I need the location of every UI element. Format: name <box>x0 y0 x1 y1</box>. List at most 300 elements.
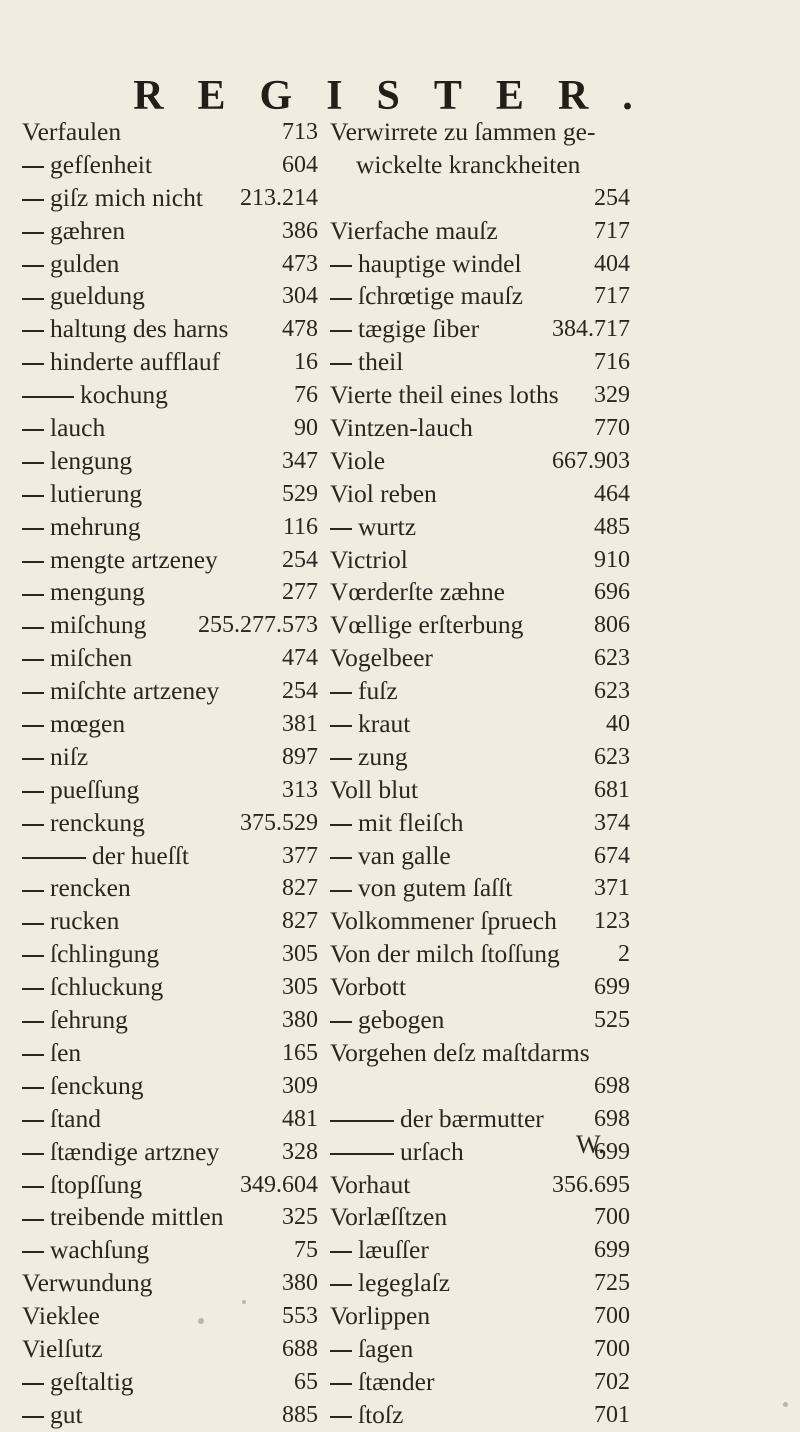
entry-page-number: 371 <box>594 875 630 902</box>
entry-term-text: Vœllige erſterbung <box>330 610 524 640</box>
index-entry <box>330 609 630 642</box>
index-entry <box>330 149 630 182</box>
ditto-dash <box>22 232 44 234</box>
ditto-dash <box>22 692 44 694</box>
index-entry <box>330 1366 630 1399</box>
entry-term <box>330 741 408 774</box>
index-entry <box>330 379 630 412</box>
index-entry <box>330 445 630 478</box>
index-entry <box>330 938 630 971</box>
entry-term-text: Vierfache mauſz <box>330 215 498 245</box>
entry-term-text: der hueſſt <box>92 840 190 870</box>
ditto-dash <box>22 1416 44 1418</box>
entry-term <box>22 445 132 478</box>
entry-term-text: Vieklee <box>22 1301 100 1331</box>
entry-page-number: 380 <box>282 1007 318 1034</box>
entry-page-number: 76 <box>294 382 318 409</box>
ditto-dash <box>330 1120 394 1122</box>
ditto-dash <box>22 923 44 925</box>
entry-term <box>22 1267 152 1300</box>
entry-term-text: Vintzen-lauch <box>330 413 473 443</box>
entry-term-text: hauptige windel <box>358 248 522 278</box>
index-entry <box>330 1037 630 1070</box>
entry-term-text: Vœrderſte zæhne <box>330 577 505 607</box>
ditto-dash <box>22 988 44 990</box>
index-entry <box>330 840 630 873</box>
entry-page-number: 254 <box>594 184 630 211</box>
entry-term-text: ſagen <box>358 1333 414 1363</box>
entry-term <box>22 1136 219 1169</box>
index-entry <box>330 1169 630 1202</box>
entry-term-text: miſchen <box>50 643 133 673</box>
entry-term-text: rencken <box>50 873 131 903</box>
entry-page-number: 700 <box>594 1335 630 1362</box>
entry-term-text: theil <box>358 347 404 377</box>
entry-term-text: gueldung <box>50 281 145 311</box>
entry-page-number: 681 <box>594 776 630 803</box>
entry-term <box>330 1234 429 1267</box>
index-entry <box>22 248 318 281</box>
index-entry <box>22 642 318 675</box>
entry-term-text: Viol reben <box>330 478 437 508</box>
entry-term-text: lengung <box>50 445 133 475</box>
index-entry <box>22 1037 318 1070</box>
entry-page-number: 474 <box>282 645 318 672</box>
entry-term <box>22 872 131 905</box>
index-entry <box>22 1136 318 1169</box>
index-entry <box>22 149 318 182</box>
entry-term-text: Vierte theil eines loths <box>330 380 559 410</box>
ditto-dash <box>330 725 352 727</box>
ditto-dash <box>330 1383 352 1385</box>
entry-term <box>330 445 385 478</box>
index-entry <box>330 1267 630 1300</box>
ditto-dash <box>22 1054 44 1056</box>
entry-page-number: 699 <box>594 1138 630 1165</box>
entry-term-text: lauch <box>50 413 106 443</box>
entry-term <box>330 1399 403 1432</box>
entry-term-text: Vorhaut <box>330 1169 411 1199</box>
entry-term <box>22 1234 149 1267</box>
entry-term <box>22 1103 101 1136</box>
ditto-dash <box>22 659 44 661</box>
entry-term-text: Victriol <box>330 544 408 574</box>
index-entry <box>330 1004 630 1037</box>
index-entry <box>22 1234 318 1267</box>
ditto-dash <box>330 298 352 300</box>
entry-page-number: 696 <box>594 579 630 606</box>
index-entry <box>330 412 630 445</box>
entry-term <box>330 938 560 971</box>
entry-term-text: renckung <box>50 807 145 837</box>
entry-page-number: 529 <box>282 480 318 507</box>
ditto-dash <box>22 857 86 859</box>
ditto-dash <box>22 166 44 168</box>
index-entry <box>22 609 318 642</box>
entry-term-text: tægige ſiber <box>358 314 480 344</box>
entry-term-text: haltung des harns <box>50 314 229 344</box>
ditto-dash <box>330 758 352 760</box>
entry-page-number: 553 <box>282 1303 318 1330</box>
index-entry <box>22 280 318 313</box>
entry-term <box>22 313 228 346</box>
entry-term <box>22 576 145 609</box>
entry-term-text: ſtopſſung <box>50 1169 143 1199</box>
entry-term <box>330 379 559 412</box>
entry-term <box>330 971 406 1004</box>
left-column <box>22 116 318 1432</box>
entry-page-number: 375.529 <box>240 809 318 836</box>
entry-page-number: 716 <box>594 349 630 376</box>
entry-term-text: Vielſutz <box>22 1333 103 1363</box>
entry-term <box>22 840 189 873</box>
entry-term <box>330 215 498 248</box>
entry-term-text: lutierung <box>50 478 143 508</box>
index-entry <box>330 642 630 675</box>
entry-term-text: miſchte artzeney <box>50 676 220 706</box>
entry-term <box>330 1366 435 1399</box>
entry-term <box>22 642 132 675</box>
entry-term-text: rucken <box>50 906 120 936</box>
entry-term-text: Vorlippen <box>330 1301 431 1331</box>
entry-page-number: 674 <box>594 842 630 869</box>
entry-term <box>22 412 105 445</box>
ditto-dash <box>22 1219 44 1221</box>
index-entry <box>22 445 318 478</box>
entry-page-number: 384.717 <box>552 316 630 343</box>
entry-page-number: 525 <box>594 1007 630 1034</box>
index-entry <box>330 248 630 281</box>
ditto-dash <box>22 627 44 629</box>
entry-page-number: 75 <box>294 1237 318 1264</box>
entry-term-text: gefſenheit <box>50 149 152 179</box>
entry-page-number: 313 <box>282 776 318 803</box>
entry-page-number: 910 <box>594 546 630 573</box>
index-entry <box>330 774 630 807</box>
index-entry <box>330 576 630 609</box>
entry-page-number: 717 <box>594 217 630 244</box>
entry-page-number: 473 <box>282 250 318 277</box>
index-entry <box>22 478 318 511</box>
ditto-dash <box>330 1416 352 1418</box>
index-entry <box>330 1333 630 1366</box>
entry-term <box>330 248 522 281</box>
entry-term-text: ſtand <box>50 1103 101 1133</box>
ditto-dash <box>22 528 44 530</box>
entry-term <box>22 1004 128 1037</box>
entry-term-text: wickelte kranckheiten <box>356 149 581 179</box>
index-entry <box>22 1004 318 1037</box>
index-entry <box>22 1201 318 1234</box>
entry-page-number: 377 <box>282 842 318 869</box>
entry-term <box>22 1399 83 1432</box>
entry-term <box>330 872 512 905</box>
entry-term <box>330 412 473 445</box>
entry-term-text: treibende mittlen <box>50 1202 224 1232</box>
ditto-dash <box>22 791 44 793</box>
entry-term <box>22 544 218 577</box>
ditto-dash <box>22 1087 44 1089</box>
entry-page-number: 623 <box>594 645 630 672</box>
ditto-dash <box>22 396 74 398</box>
entry-term-text: urſach <box>400 1136 464 1166</box>
ditto-dash <box>22 429 44 431</box>
entry-term <box>330 1333 413 1366</box>
entry-term <box>22 774 139 807</box>
entry-page-number: 725 <box>594 1270 630 1297</box>
ditto-dash <box>22 1021 44 1023</box>
entry-term <box>22 938 159 971</box>
entry-term <box>22 215 125 248</box>
entry-term-text: ſtændige artzney <box>50 1136 220 1166</box>
ditto-dash <box>330 890 352 892</box>
entry-page-number: 404 <box>594 250 630 277</box>
ditto-dash <box>330 1251 352 1253</box>
ditto-dash <box>330 363 352 365</box>
entry-term <box>330 544 408 577</box>
right-column <box>330 116 630 1432</box>
entry-page-number: 386 <box>282 217 318 244</box>
entry-term-text: Voll blut <box>330 774 419 804</box>
ditto-dash <box>22 1186 44 1188</box>
ditto-dash <box>22 725 44 727</box>
entry-page-number: 329 <box>594 382 630 409</box>
entry-term <box>330 675 398 708</box>
entry-page-number: 2 <box>618 941 630 968</box>
entry-term-text: ſehrung <box>50 1005 128 1035</box>
entry-page-number: 380 <box>282 1270 318 1297</box>
index-entry <box>22 544 318 577</box>
ditto-dash <box>22 298 44 300</box>
entry-page-number: 699 <box>594 1237 630 1264</box>
index-entry <box>22 741 318 774</box>
entry-term <box>22 708 125 741</box>
entry-term <box>330 807 464 840</box>
entry-term-text: miſchung <box>50 610 147 640</box>
entry-term-text: ſtoſz <box>358 1399 404 1429</box>
entry-term-text: Verwirrete zu ſammen ge- <box>330 117 596 146</box>
entry-page-number: 699 <box>594 974 630 1001</box>
entry-term <box>22 971 163 1004</box>
index-entry <box>22 1103 318 1136</box>
entry-term <box>330 576 505 609</box>
entry-page-number: 255.277.573 <box>198 612 318 639</box>
entry-page-number: 702 <box>594 1368 630 1395</box>
entry-page-number: 305 <box>282 974 318 1001</box>
entry-page-number: 325 <box>282 1204 318 1231</box>
entry-term <box>330 313 479 346</box>
entry-term <box>330 840 451 873</box>
index-entry <box>22 872 318 905</box>
entry-page-number: 688 <box>282 1335 318 1362</box>
index-entry <box>22 182 318 215</box>
index-entry <box>22 1267 318 1300</box>
index-entry <box>330 346 630 379</box>
entry-term-text: van galle <box>358 840 451 870</box>
index-entry <box>330 675 630 708</box>
entry-page-number: 277 <box>282 579 318 606</box>
entry-term <box>22 675 219 708</box>
entry-term-text: ſtænder <box>358 1366 435 1396</box>
paper-speck <box>198 1318 204 1324</box>
ditto-dash <box>22 758 44 760</box>
entry-term <box>356 149 580 182</box>
index-entry <box>22 313 318 346</box>
entry-term <box>330 1103 544 1136</box>
ditto-dash <box>22 462 44 464</box>
entry-term-text: ſenckung <box>50 1070 144 1100</box>
ditto-dash <box>330 1350 352 1352</box>
entry-term-text: hinderte aufflauf <box>50 347 221 377</box>
index-entry <box>22 774 318 807</box>
index-entry <box>330 1234 630 1267</box>
ditto-dash <box>330 857 352 859</box>
entry-term <box>22 905 119 938</box>
ditto-dash <box>22 1120 44 1122</box>
index-entry <box>22 1169 318 1202</box>
entry-term-text: Vorbott <box>330 972 407 1002</box>
entry-term <box>22 511 141 544</box>
entry-term-text: giſz mich nicht <box>50 182 203 212</box>
entry-term-text: Volkommener ſpruech <box>330 906 557 936</box>
index-entry <box>330 1399 630 1432</box>
entry-term-text: geſtaltig <box>50 1366 134 1396</box>
entry-term-text: Von der milch ſtoſſung <box>330 939 560 969</box>
entry-term-text: Vorgehen deſz maſtdarms <box>330 1037 590 1067</box>
entry-page-number: 213.214 <box>240 184 318 211</box>
index-entry <box>22 1333 318 1366</box>
index-entry <box>330 872 630 905</box>
entry-page-number: 123 <box>594 908 630 935</box>
index-entry <box>22 1300 318 1333</box>
index-entry <box>330 544 630 577</box>
index-entry <box>22 576 318 609</box>
entry-page-number: 90 <box>294 415 318 442</box>
entry-term-text: kochung <box>80 380 168 410</box>
ditto-dash <box>22 594 44 596</box>
entry-term-text: Verwundung <box>22 1268 153 1298</box>
entry-term <box>22 1300 100 1333</box>
entry-page-number: 713 <box>282 119 318 145</box>
entry-page-number: 897 <box>282 743 318 770</box>
entry-page-number: 700 <box>594 1303 630 1330</box>
entry-page-number: 254 <box>282 546 318 573</box>
entry-term <box>22 1201 223 1234</box>
entry-term-text: wachſung <box>50 1235 150 1265</box>
register-header: REGISTER. <box>133 73 667 119</box>
index-entry <box>330 971 630 1004</box>
entry-term-text: fuſz <box>358 676 398 706</box>
entry-term-text: pueſſung <box>50 774 140 804</box>
index-entry <box>330 1300 630 1333</box>
entry-term <box>22 1366 134 1399</box>
paper-speck <box>783 1402 788 1407</box>
index-entry <box>22 971 318 1004</box>
entry-term <box>330 280 523 313</box>
entry-page-number: 827 <box>282 875 318 902</box>
entry-term-text: mit fleiſch <box>358 807 464 837</box>
entry-term <box>330 905 557 938</box>
index-entry <box>330 215 630 248</box>
entry-term <box>22 1333 103 1366</box>
entry-term-text: kraut <box>358 709 411 739</box>
ditto-dash <box>330 330 352 332</box>
entry-page-number: 464 <box>594 480 630 507</box>
entry-term-text: mœgen <box>50 709 126 739</box>
entry-page-number: 347 <box>282 447 318 474</box>
paper-speck <box>242 1300 246 1304</box>
entry-term-text: ſchrœtige mauſz <box>358 281 523 311</box>
entry-page-number: 309 <box>282 1072 318 1099</box>
entry-page-number: 806 <box>594 612 630 639</box>
entry-page-number: 165 <box>282 1039 318 1066</box>
index-entry <box>22 346 318 379</box>
entry-page-number: 623 <box>594 678 630 705</box>
entry-term-text: gut <box>50 1399 83 1429</box>
entry-page-number: 485 <box>594 513 630 540</box>
ditto-dash <box>22 199 44 201</box>
entry-page-number: 16 <box>294 349 318 376</box>
entry-term-text: gulden <box>50 248 120 278</box>
entry-term-text: der bærmutter <box>400 1103 544 1133</box>
index-entry <box>330 708 630 741</box>
entry-term <box>330 1300 430 1333</box>
entry-page-number: 623 <box>594 743 630 770</box>
entry-page-number: 356.695 <box>552 1171 630 1198</box>
entry-term-text: gebogen <box>358 1005 445 1035</box>
entry-term-text: mengte artzeney <box>50 544 218 574</box>
entry-term <box>330 478 437 511</box>
index-entry <box>22 905 318 938</box>
index-entry <box>22 1070 318 1103</box>
ditto-dash <box>22 363 44 365</box>
entry-page-number: 604 <box>282 151 318 178</box>
index-entry <box>22 807 318 840</box>
entry-page-number: 698 <box>594 1105 630 1132</box>
index-entry <box>22 215 318 248</box>
entry-page-number: 667.903 <box>552 447 630 474</box>
index-entry <box>330 280 630 313</box>
catchword: W. <box>576 1130 605 1159</box>
entry-page-number: 305 <box>282 941 318 968</box>
ditto-dash <box>22 1251 44 1253</box>
entry-page-number: 770 <box>594 415 630 442</box>
entry-page-number: 328 <box>282 1138 318 1165</box>
entry-term <box>330 774 418 807</box>
index-entry <box>330 807 630 840</box>
entry-term-text: ſen <box>50 1037 82 1067</box>
entry-term <box>330 1037 590 1070</box>
entry-term-text: Verfaulen <box>22 117 122 146</box>
entry-term <box>22 346 220 379</box>
ditto-dash <box>330 692 352 694</box>
entry-term-text: gæhren <box>50 215 126 245</box>
index-entry <box>22 938 318 971</box>
index-entry <box>330 741 630 774</box>
entry-term <box>330 1136 464 1169</box>
entry-term-text: Vogelbeer <box>330 643 433 673</box>
entry-term <box>22 609 146 642</box>
ditto-dash <box>330 265 352 267</box>
entry-term <box>22 248 119 281</box>
index-entry <box>22 675 318 708</box>
entry-term <box>330 511 416 544</box>
entry-page-number: 374 <box>594 809 630 836</box>
entry-term-text: læuſſer <box>358 1235 429 1265</box>
entry-page-number: 885 <box>282 1401 318 1428</box>
index-entry <box>330 511 630 544</box>
entry-term <box>330 1267 450 1300</box>
